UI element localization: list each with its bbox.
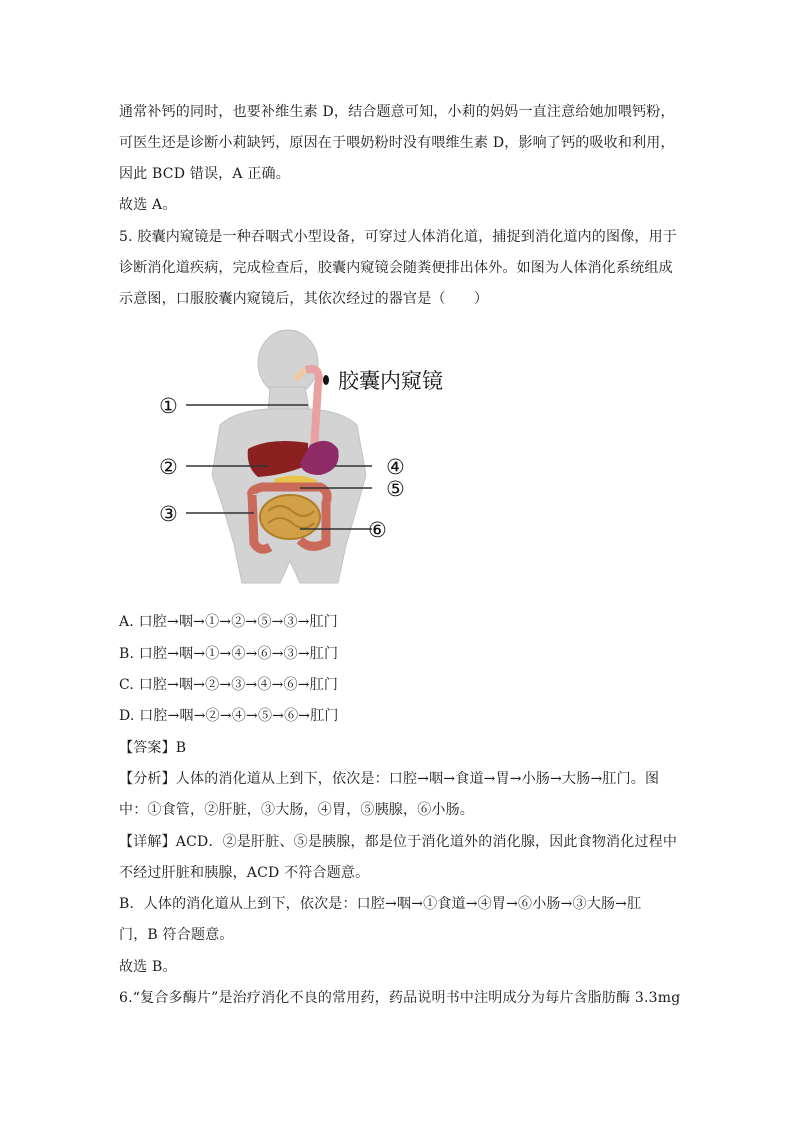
label-2: ② <box>159 455 178 479</box>
question-5-line-2: 诊断消化道疾病，完成检查后，胶囊内窥镜会随粪便排出体外。如图为人体消化系统组成 <box>119 260 673 276</box>
label-5: ⑤ <box>386 477 405 501</box>
text-line-4: 故选 A。 <box>119 197 177 213</box>
answer-line: 【答案】B <box>119 740 187 756</box>
figure-caption: 胶囊内窥镜 <box>338 369 443 393</box>
label-3: ③ <box>159 502 178 526</box>
option-d: D. 口腔→咽→②→④→⑤→⑥→肛门 <box>119 708 339 724</box>
question-6-line: 6.“复合多酶片”是治疗消化不良的常用药，药品说明书中注明成分为每片含脂肪酶 3.3mg <box>119 990 681 1006</box>
conclusion-line: 故选 B。 <box>119 959 177 975</box>
capsule-dot <box>323 375 329 385</box>
option-c: C. 口腔→咽→②→③→④→⑥→肛门 <box>119 677 339 693</box>
detail-line-1: 【详解】ACD．②是肝脏、⑤是胰腺，都是位于消化道外的消化腺，因此食物消化过程中 <box>119 834 678 850</box>
analysis-line-2: 中：①食管，②肝脏，③大肠，④胃，⑤胰腺，⑥小肠。 <box>119 802 474 818</box>
text-line-1: 通常补钙的同时，也要补维生素 D，结合题意可知，小莉的妈妈一直注意给她加喂钙粉， <box>119 104 675 120</box>
text-line-2: 可医生还是诊断小莉缺钙，原因在于喂奶粉时没有喂维生素 D，影响了钙的吸收和利用， <box>119 135 675 151</box>
question-5-line-1: 5. 胶囊内窥镜是一种吞咽式小型设备，可穿过人体消化道，捕捉到消化道内的图像，用于 <box>119 229 678 245</box>
question-5-line-3: 示意图，口服胶囊内窥镜后，其依次经过的器官是（ ） <box>119 291 489 307</box>
option-a: A. 口腔→咽→①→②→⑤→③→肛门 <box>119 614 338 630</box>
detail-line-3: B．人体的消化道从上到下，依次是：口腔→咽→①食道→④胃→⑥小肠→③大肠→肛 <box>119 896 642 912</box>
label-4: ④ <box>386 455 405 479</box>
analysis-line-1: 【分析】人体的消化道从上到下，依次是：口腔→咽→食道→胃→小肠→大肠→肛门。图 <box>119 771 660 787</box>
small-intestine-shape <box>260 495 320 539</box>
text-line-3: 因此 BCD 错误，A 正确。 <box>119 166 290 182</box>
detail-line-4: 门，B 符合题意。 <box>119 927 234 943</box>
label-1: ① <box>159 394 178 418</box>
detail-line-2: 不经过肝脏和胰腺，ACD 不符合题意。 <box>119 865 370 881</box>
label-6: ⑥ <box>368 518 387 542</box>
option-b: B. 口腔→咽→①→④→⑥→③→肛门 <box>119 646 339 662</box>
